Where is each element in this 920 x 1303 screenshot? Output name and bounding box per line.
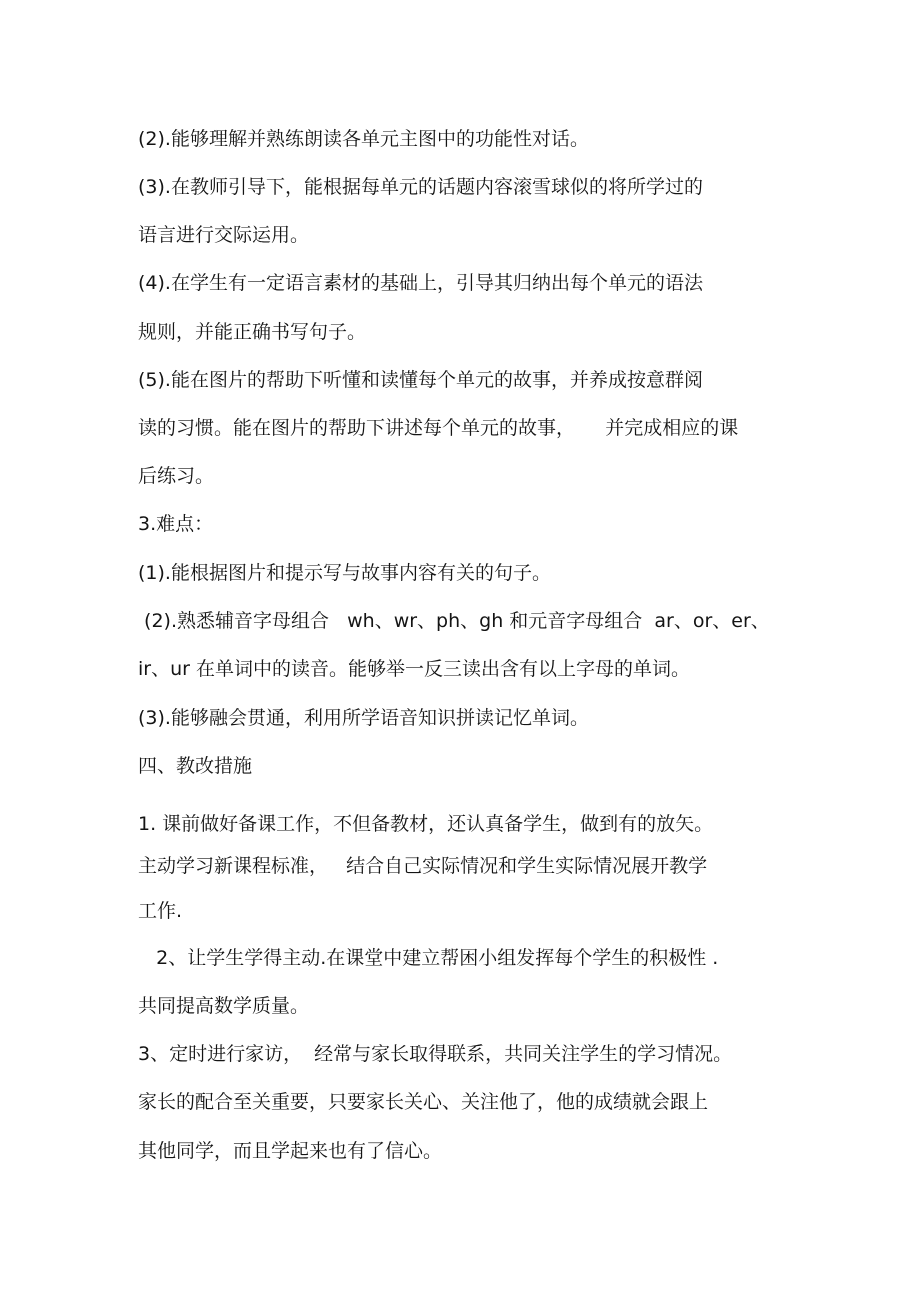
section-heading: 3.难点： bbox=[138, 513, 214, 535]
text-line: 共同提高数学质量。 bbox=[138, 995, 310, 1017]
text-line: 2、让学生学得主动.在课堂中建立帮困小组发挥每个学生的积极性 . bbox=[138, 947, 719, 969]
text-line: 其他同学，而且学起来也有了信心。 bbox=[138, 1140, 443, 1162]
text-line: ir、ur 在单词中的读音。能够举一反三读出含有以上字母的单词。 bbox=[138, 658, 690, 680]
text-line: 语言进行交际运用。 bbox=[138, 224, 310, 246]
text-line: 工作. bbox=[138, 900, 183, 922]
text-line: 规则，并能正确书写句子。 bbox=[138, 321, 367, 343]
text-line: (2).能够理解并熟练朗读各单元主图中的功能性对话。 bbox=[138, 128, 589, 150]
text-line: 读的习惯。能在图片的帮助下讲述每个单元的故事， 并完成相应的课 bbox=[138, 417, 739, 439]
text-line: 后练习。 bbox=[138, 465, 215, 487]
text-line: (3).能够融会贯通，利用所学语音知识拼读记忆单词。 bbox=[138, 707, 589, 729]
section-heading: 四、教改措施 bbox=[138, 755, 253, 777]
text-line: 3、定时进行家访， 经常与家长取得联系，共同关注学生的学习情况。 bbox=[138, 1043, 733, 1065]
text-line: (4).在学生有一定语言素材的基础上，引导其归纳出每个单元的语法 bbox=[138, 272, 703, 294]
text-line: (1).能根据图片和提示写与故事内容有关的句子。 bbox=[138, 562, 551, 584]
text-line: (5).能在图片的帮助下听懂和读懂每个单元的故事，并养成按意群阅 bbox=[138, 369, 703, 391]
text-line: 家长的配合至关重要，只要家长关心、关注他了，他的成绩就会跟上 bbox=[138, 1091, 709, 1113]
text-line: (3).在教师引导下，能根据每单元的话题内容滚雪球似的将所学过的 bbox=[138, 176, 703, 198]
text-line: 主动学习新课程标准， 结合自己实际情况和学生实际情况展开教学 bbox=[138, 855, 708, 877]
text-line: 1. 课前做好备课工作，不但备教材，还认真备学生，做到有的放矢。 bbox=[138, 813, 714, 835]
text-line: (2).熟悉辅音字母组合 wh、wr、ph、gh 和元音字母组合 ar、or、er、 bbox=[138, 610, 770, 632]
